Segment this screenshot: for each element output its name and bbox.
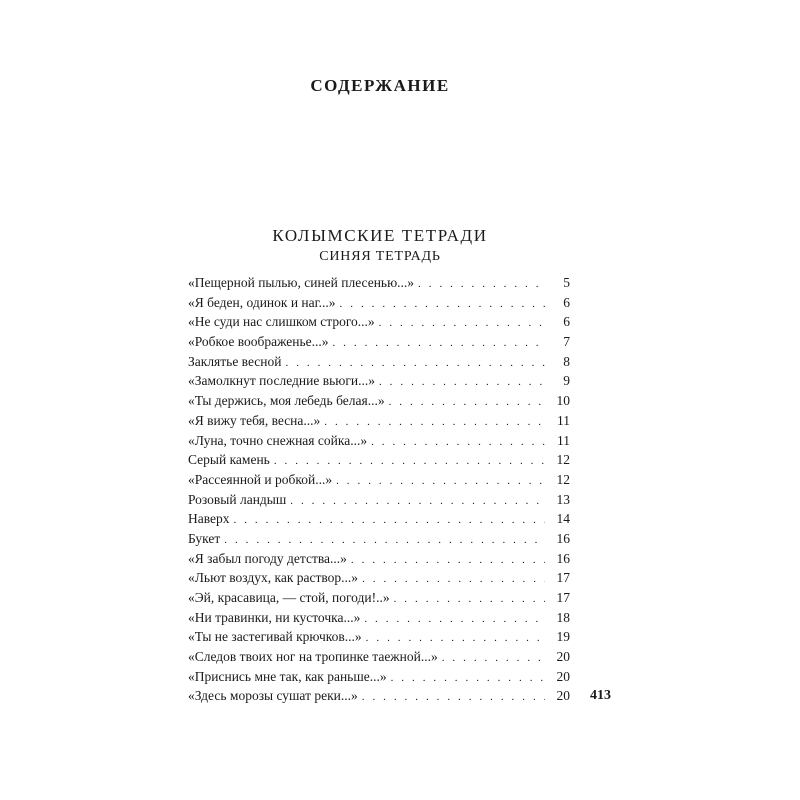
entry-page-number: 17 [556,590,570,605]
toc-entry [188,411,570,431]
entry-title: «Робкое воображенье...» [188,334,329,350]
table-of-contents [188,273,570,706]
toc-entry [188,529,570,549]
entry-title: «Следов твоих ног на тропинке таежной...» [188,649,438,665]
toc-entry [188,568,570,588]
entry-title: Букет [188,530,221,546]
section-title: КОЛЫМСКИЕ ТЕТРАДИ [272,226,488,245]
entry-page-number: 20 [556,688,570,704]
dot-leader [371,433,545,453]
entry-title: «Ты не застегивай крючков...» [188,629,362,645]
entry-page-number: 16 [556,550,570,566]
dot-leader [351,551,545,571]
dot-leader [332,334,545,354]
toc-entry [188,312,570,332]
entry-title: «Ты держись, моя лебедь белая...» [188,393,385,409]
entry-page-number: 11 [557,432,570,448]
dot-leader [379,314,545,334]
entry-page-number: 19 [556,629,570,645]
toc-entry [188,391,570,411]
dot-leader [391,669,545,689]
entry-page-number: 8 [563,353,570,369]
entry-page-number: 16 [556,530,570,546]
entry-title: Наверх [188,511,230,527]
dot-leader [389,393,545,413]
toc-entry [188,450,570,470]
toc-entry [188,667,570,687]
entry-page-number: 12 [556,471,570,487]
dot-leader [362,688,545,708]
entry-title: «Луна, точно снежная сойка...» [188,432,368,448]
entry-title: «Я вижу тебя, весна...» [188,412,321,428]
entry-title: «Приснись мне так, как раньше...» [188,668,387,684]
toc-entry [188,627,570,647]
dot-leader [290,492,545,512]
toc-entry [188,470,570,490]
entry-title: «Льют воздух, как раствор...» [188,570,359,586]
toc-entry [188,431,570,451]
entry-title: «Я беден, одинок и наг...» [188,294,336,310]
toc-entry [188,549,570,569]
dot-leader [234,511,545,531]
page-number: 413 [590,688,611,703]
entry-page-number: 9 [563,373,570,389]
entry-title: «Пещерной пылью, синей плесенью...» [188,275,415,290]
entry-page-number: 5 [563,275,570,290]
entry-page-number: 18 [556,609,570,625]
entry-title: «Я забыл погоду детства...» [188,550,347,566]
entry-page-number: 7 [563,334,570,350]
entry-title: Заклятье весной [188,353,282,369]
toc-entry [188,352,570,372]
toc-entry [188,293,570,313]
dot-leader [418,275,545,295]
toc-entry [188,332,570,352]
entry-page-number: 10 [556,393,570,409]
toc-entry [188,588,570,608]
subsection-title: СИНЯЯ ТЕТРАДЬ [319,249,441,264]
entry-page-number: 20 [556,649,570,665]
toc-entry [188,608,570,628]
toc-entry [188,273,570,293]
entry-page-number: 20 [556,668,570,684]
dot-leader [379,373,545,393]
toc-entry [188,509,570,529]
entry-page-number: 12 [556,452,570,468]
entry-title: «Ни травинки, ни кусточка...» [188,609,361,625]
entry-page-number: 6 [563,314,570,330]
entry-title: «Здесь морозы сушат реки...» [188,688,358,704]
entry-title: «Не суди нас слишком строго...» [188,314,375,330]
dot-leader [336,472,545,492]
dot-leader [364,610,545,630]
entry-page-number: 14 [556,511,570,527]
entry-page-number: 6 [563,294,570,310]
entry-title: Серый камень [188,452,270,468]
dot-leader [442,649,545,669]
toc-entry [188,686,570,706]
toc-entry [188,647,570,667]
entry-title: Розовый ландыш [188,491,287,507]
entry-title: «Замолкнут последние вьюги...» [188,373,375,389]
dot-leader [394,590,545,610]
page-heading: СОДЕРЖАНИЕ [310,76,450,95]
entry-title: «Эй, красавица, — стой, погоди!..» [188,590,390,605]
entry-page-number: 11 [557,412,570,428]
toc-entry [188,490,570,510]
entry-page-number: 17 [556,570,570,586]
toc-entry [188,371,570,391]
entry-page-number: 13 [556,491,570,507]
entry-title: «Рассеянной и робкой...» [188,471,333,487]
